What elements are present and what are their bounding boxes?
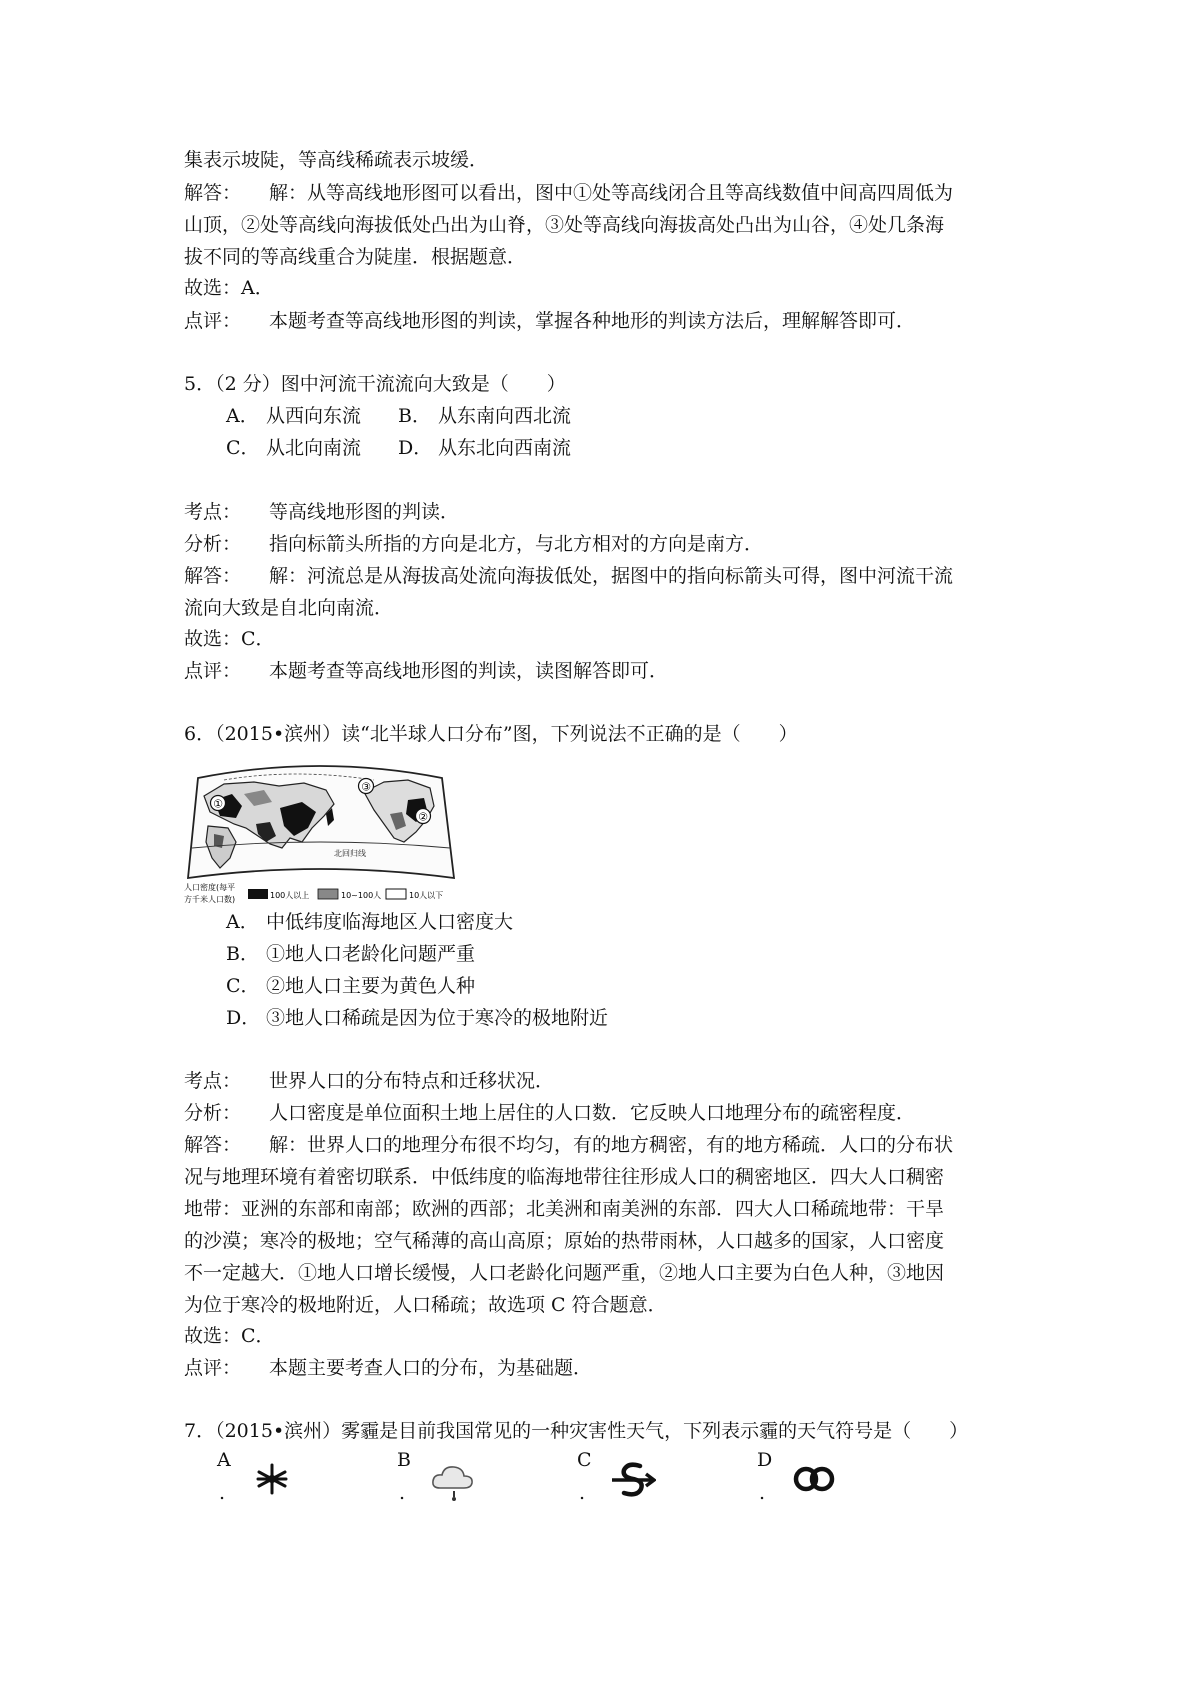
option-letter: B． [226, 943, 259, 965]
kaodian-label: 考点： [184, 1070, 242, 1092]
answer-text: 的沙漠；寒冷的极地；空气稀薄的高山高原；原始的热带雨林，人口越多的国家，人口密度 [184, 1230, 945, 1252]
q5-option-b [398, 401, 571, 431]
q7-option-a-letter: A [217, 1449, 231, 1471]
kaodian-label: 考点： [184, 501, 242, 523]
answer-text: 不一定越大．①地人口增长缓慢，人口老龄化问题严重，②地人口主要为白色人种，③地因 [184, 1262, 945, 1284]
haze-icon [790, 1464, 838, 1494]
answer-line [184, 178, 953, 208]
map-marker-3: ③ [361, 780, 371, 794]
option-text: ①地人口老龄化问题严重 [266, 943, 476, 965]
q5-option-c [226, 433, 361, 463]
question-5-stem: 5．（2 分）图中河流干流流向大致是（ ） [184, 373, 566, 395]
sandstorm-icon [610, 1460, 656, 1500]
kaodian-text: 世界人口的分布特点和迁移状况． [269, 1070, 555, 1092]
answer-text: 拔不同的等高线重合为陡崖．根据题意． [184, 246, 527, 268]
answer-text: 为位于寒冷的极地附近，人口稀疏；故选项 C 符合题意． [184, 1294, 667, 1316]
q5-option-a [226, 401, 361, 431]
choose-line: 故选：C． [184, 1325, 275, 1347]
answer-label: 解答： [184, 565, 242, 587]
kaodian-line [184, 1066, 554, 1096]
choose-line: 故选：C． [184, 628, 275, 650]
legend-swatch-low [386, 889, 406, 899]
question-6-stem: 6．（2015•滨州）读“北半球人口分布”图，下列说法不正确的是（ ） [184, 723, 798, 745]
fenxi-line [184, 1098, 915, 1128]
answer-text: 山顶，②处等高线向海拔低处凸出为山脊，③处等高线向海拔高处凸出为山谷，④处几条海 [184, 214, 945, 236]
answer-text: 流向大致是自北向南流． [184, 597, 394, 619]
option-letter: C． [226, 437, 260, 459]
text-line: 集表示坡陡，等高线稀疏表示坡缓． [184, 149, 489, 171]
option-text: 中低纬度临海地区人口密度大 [266, 911, 514, 933]
comment-label: 点评： [184, 660, 242, 682]
comment-text: 本题考查等高线地形图的判读，掌握各种地形的判读方法后，理解解答即可． [269, 310, 916, 332]
comment-label: 点评： [184, 1357, 242, 1379]
snowflake-icon [255, 1462, 289, 1496]
legend-swatch-high [248, 889, 268, 899]
fenxi-label: 分析： [184, 533, 242, 555]
q6-option-c [226, 971, 475, 1001]
map-marker-2: ② [418, 810, 428, 824]
q5-option-d [398, 433, 571, 463]
answer-label: 解答： [184, 1134, 242, 1156]
fenxi-text: 指向标箭头所指的方向是北方，与北方相对的方向是南方． [269, 533, 764, 555]
answer-text: 地带：亚洲的东部和南部；欧洲的西部；北美洲和南美洲的东部．四大人口稀疏地带：干旱 [184, 1198, 945, 1220]
option-letter: A． [226, 405, 259, 427]
q6-option-a [226, 907, 513, 937]
comment-line [184, 1353, 592, 1383]
legend-title: 人口密度(每平 [184, 883, 236, 892]
comment-text: 本题主要考查人口的分布，为基础题． [269, 1357, 593, 1379]
answer-text: 解：世界人口的地理分布很不均匀，有的地方稠密，有的地方稀疏．人口的分布状 [269, 1134, 954, 1156]
q7-option-b-letter: B [397, 1449, 411, 1471]
comment-text: 本题考查等高线地形图的判读，读图解答即可． [269, 660, 669, 682]
tropic-label: 北回归线 [334, 849, 366, 858]
option-letter: A． [226, 911, 259, 933]
kaodian-text: 等高线地形图的判读． [269, 501, 460, 523]
population-map [184, 758, 456, 908]
q6-option-b [226, 939, 475, 969]
comment-label: 点评： [184, 310, 242, 332]
answer-label: 解答： [184, 182, 242, 204]
q7-option-c-letter: C [577, 1449, 592, 1471]
legend-swatch-mid [318, 889, 338, 899]
option-text: ③地人口稀疏是因为位于寒冷的极地附近 [266, 1007, 609, 1029]
answer-text: 解：河流总是从海拔高处流向海拔低处，据图中的指向标箭头可得，图中河流干流 [269, 565, 954, 587]
cloud-rain-icon [430, 1460, 476, 1502]
legend-low-label: 10人以下 [409, 891, 444, 900]
q7-option-c-dot: . [579, 1482, 586, 1504]
legend-title: 方千米人口数) [184, 895, 236, 904]
choose-line: 故选：A． [184, 277, 274, 299]
q6-option-d [226, 1003, 608, 1033]
answer-text: 况与地理环境有着密切联系．中低纬度的临海地带往往形成人口的稠密地区．四大人口稠密 [184, 1166, 945, 1188]
q7-option-b-dot: . [399, 1482, 406, 1504]
q7-option-d-letter: D [757, 1449, 773, 1471]
q7-option-d-dot: . [759, 1482, 766, 1504]
legend-mid-label: 10~100人 [341, 891, 382, 900]
answer-line [184, 561, 953, 591]
option-letter: D． [226, 1007, 261, 1029]
option-letter: C． [226, 975, 260, 997]
kaodian-line [184, 497, 459, 527]
option-letter: D． [398, 437, 433, 459]
comment-line [184, 656, 668, 686]
fenxi-label: 分析： [184, 1102, 242, 1124]
option-letter: B． [398, 405, 431, 427]
comment-line [184, 306, 915, 336]
option-text: 从西向东流 [266, 405, 362, 427]
answer-text: 解：从等高线地形图可以看出，图中①处等高线闭合且等高线数值中间高四周低为 [269, 182, 954, 204]
q7-option-a-dot: . [219, 1482, 226, 1504]
question-7-stem: 7．（2015•滨州）雾霾是目前我国常见的一种灾害性天气，下列表示霾的天气符号是（ ） [184, 1420, 969, 1442]
option-text: 从东南向西北流 [438, 405, 572, 427]
map-marker-1: ① [213, 797, 223, 811]
option-text: 从东北向西南流 [438, 437, 572, 459]
option-text: 从北向南流 [266, 437, 362, 459]
option-text: ②地人口主要为黄色人种 [266, 975, 476, 997]
legend-high-label: 100人以上 [270, 891, 310, 900]
fenxi-text: 人口密度是单位面积土地上居住的人口数．它反映人口地理分布的疏密程度． [269, 1102, 916, 1124]
fenxi-line [184, 529, 763, 559]
answer-line [184, 1130, 953, 1160]
